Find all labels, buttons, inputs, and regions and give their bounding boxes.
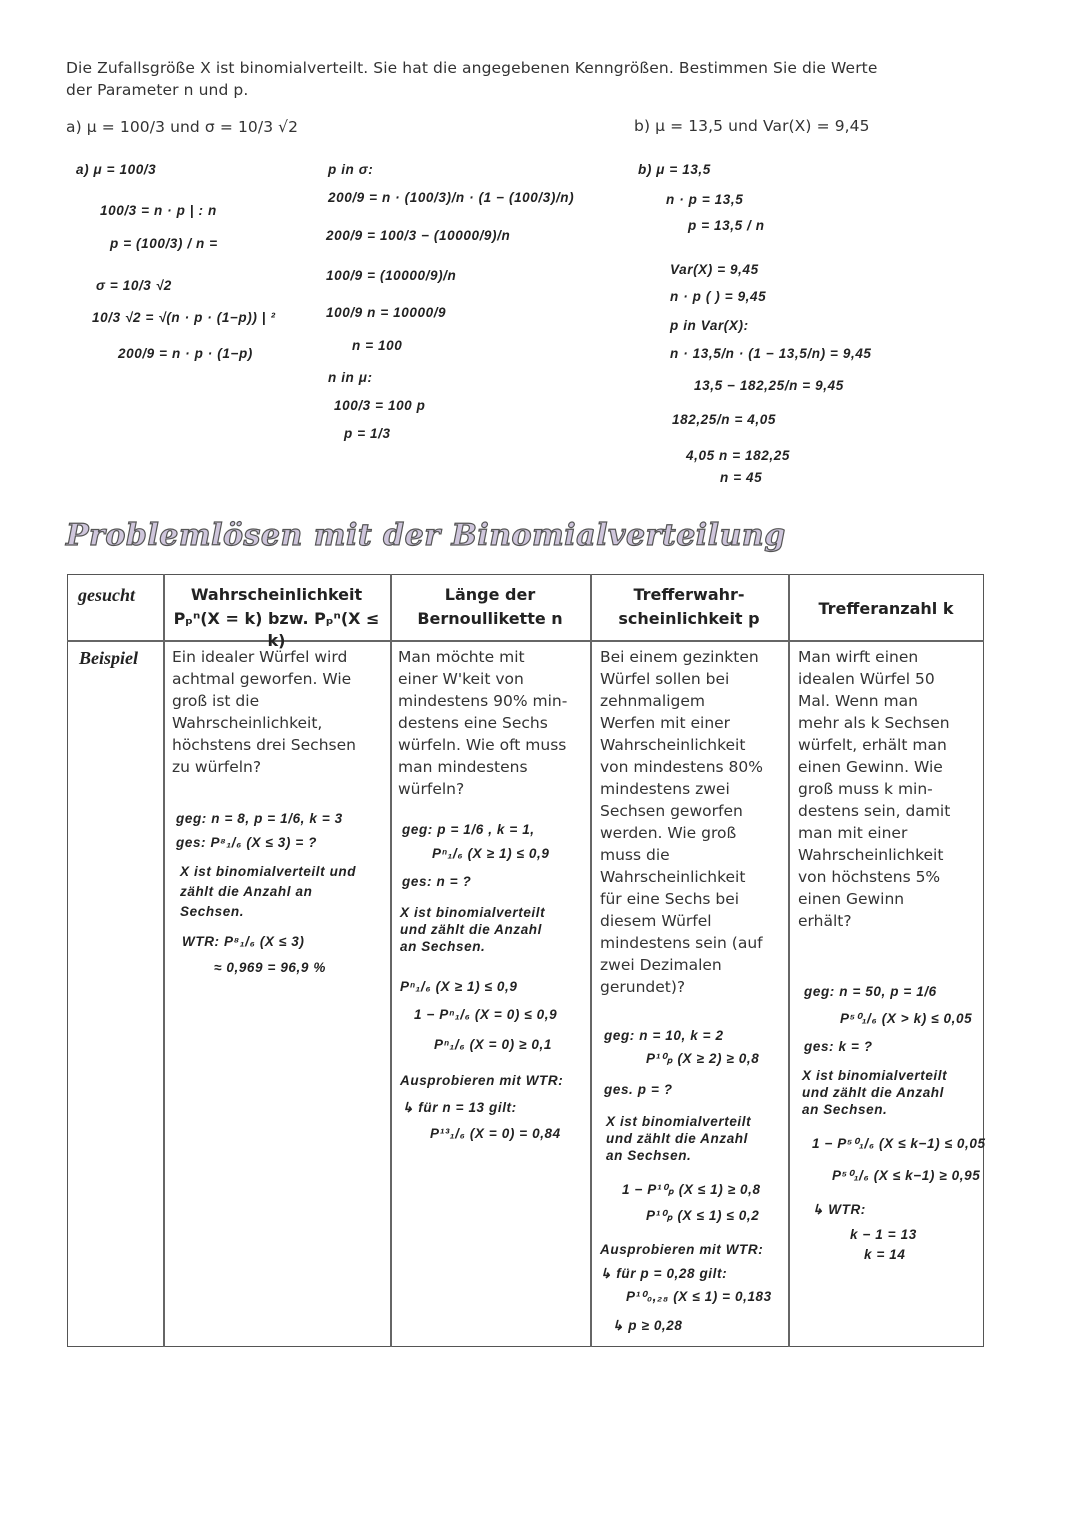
example-text: zehnmaligem: [600, 692, 706, 710]
solution-line: p = 13,5 / n: [688, 218, 765, 233]
example-text: mindestens 90% min-: [398, 692, 568, 710]
example-text: für eine Sechs bei: [600, 890, 740, 908]
example-text: groß muss k min-: [798, 780, 933, 798]
task-a: a) μ = 100/3 und σ = 10/3 √2: [66, 118, 299, 136]
example-text: würfeln. Wie oft muss: [398, 736, 567, 754]
example-text: destens eine Sechs: [398, 714, 548, 732]
solution-line: p in σ:: [328, 162, 374, 177]
worked-solution-line: 1 − P⁵⁰₁/₆ (X ≤ k−1) ≤ 0,05: [812, 1136, 986, 1151]
worked-solution-line: Ausprobieren mit WTR:: [400, 1073, 564, 1088]
example-text: mehr als k Sechsen: [798, 714, 950, 732]
worked-solution-line: ↳ WTR:: [812, 1202, 866, 1217]
example-text: man mit einer: [798, 824, 908, 842]
worked-solution-line: Pⁿ₁/₆ (X ≥ 1) ≤ 0,9: [432, 846, 550, 861]
worked-solution-line: 1 − Pⁿ₁/₆ (X = 0) ≤ 0,9: [414, 1007, 558, 1022]
worked-solution-line: an Sechsen.: [802, 1102, 888, 1117]
intro-text: der Parameter n und p.: [66, 81, 249, 99]
worked-solution-line: ges. p = ?: [604, 1082, 673, 1097]
worked-solution-line: geg: n = 10, k = 2: [604, 1028, 724, 1043]
example-text: muss die: [600, 846, 670, 864]
worked-solution-line: und zählt die Anzahl: [606, 1131, 748, 1146]
column-header: Trefferwahr-: [633, 585, 745, 604]
column-header: Pₚⁿ(X = k) bzw. Pₚⁿ(X ≤ k): [173, 609, 380, 650]
solution-line: 100/3 = n · p | : n: [100, 203, 217, 218]
example-text: erhält?: [798, 912, 852, 930]
example-text: Werfen mit einer: [600, 714, 731, 732]
worked-solution-line: geg: p = 1/6 , k = 1,: [402, 822, 535, 837]
example-text: mindestens sein (auf: [600, 934, 763, 952]
solution-line: n = 45: [720, 470, 763, 485]
method-table: [67, 574, 984, 1347]
column-divider: [788, 574, 790, 1347]
solution-line: p in Var(X):: [670, 318, 749, 333]
worked-solution-line: P¹⁰ₚ (X ≤ 1) ≤ 0,2: [646, 1208, 760, 1223]
column-header: Trefferanzahl k: [818, 599, 954, 618]
solution-line: 200/9 = 100/3 − (10000/9)/n: [326, 228, 511, 243]
worked-solution-line: P¹³₁/₆ (X = 0) = 0,84: [430, 1126, 561, 1141]
example-text: destens sein, damit: [798, 802, 951, 820]
worked-solution-line: ≈ 0,969 = 96,9 %: [214, 960, 326, 975]
example-text: Wahrscheinlichkeit: [600, 736, 746, 754]
worked-solution-line: an Sechsen.: [606, 1148, 692, 1163]
worked-solution-line: ges: k = ?: [804, 1039, 873, 1054]
example-text: zwei Dezimalen: [600, 956, 722, 974]
worked-solution-line: P¹⁰₀,₂₈ (X ≤ 1) = 0,183: [626, 1289, 772, 1304]
solution-line: 100/9 n = 10000/9: [326, 305, 447, 320]
worked-solution-line: P⁵⁰₁/₆ (X ≤ k−1) ≥ 0,95: [832, 1168, 981, 1183]
example-text: würfeln?: [398, 780, 465, 798]
worked-solution-line: Sechsen.: [180, 904, 245, 919]
solution-line: p = 1/3: [344, 426, 391, 441]
example-text: Ein idealer Würfel wird: [172, 648, 348, 666]
example-text: einen Gewinn: [798, 890, 905, 908]
worked-solution-line: ↳ p ≥ 0,28: [612, 1318, 683, 1333]
worked-solution-line: ↳ für n = 13 gilt:: [402, 1100, 517, 1115]
example-text: achtmal geworfen. Wie: [172, 670, 352, 688]
worked-solution-line: geg: n = 8, p = 1/6, k = 3: [176, 811, 343, 826]
worked-solution-line: ↳ für p = 0,28 gilt:: [600, 1266, 728, 1281]
worked-solution-line: Ausprobieren mit WTR:: [600, 1242, 764, 1257]
worked-solution-line: und zählt die Anzahl: [400, 922, 542, 937]
example-text: mindestens zwei: [600, 780, 730, 798]
solution-line: n · p = 13,5: [666, 192, 744, 207]
solution-line: n · p ( ) = 9,45: [670, 289, 767, 304]
example-text: würfelt, erhält man: [798, 736, 947, 754]
column-header: Wahrscheinlichkeit: [190, 585, 363, 604]
solution-line: b) μ = 13,5: [638, 162, 711, 177]
task-b: b) μ = 13,5 und Var(X) = 9,45: [634, 117, 870, 135]
solution-line: 182,25/n = 4,05: [672, 412, 776, 427]
example-text: Man möchte mit: [398, 648, 525, 666]
example-text: Wahrscheinlichkeit,: [172, 714, 323, 732]
solution-line: p = (100/3) / n =: [110, 236, 218, 251]
solution-line: 200/9 = n · (100/3)/n · (1 − (100/3)/n): [328, 190, 575, 205]
example-text: Wahrscheinlichkeit: [798, 846, 944, 864]
header-label-gesucht: gesucht: [78, 585, 136, 605]
solution-line: 10/3 √2 = √(n · p · (1−p)) | ²: [92, 310, 276, 325]
example-text: groß ist die: [172, 692, 260, 710]
example-text: Sechsen geworfen: [600, 802, 743, 820]
column-header: scheinlichkeit p: [618, 609, 760, 628]
example-text: einer W'keit von: [398, 670, 524, 688]
column-header: Bernoullikette n: [417, 609, 563, 628]
example-text: zu würfeln?: [172, 758, 262, 776]
solution-line: a) μ = 100/3: [76, 162, 157, 177]
solution-line: n in μ:: [328, 370, 373, 385]
example-text: man mindestens: [398, 758, 528, 776]
example-text: idealen Würfel 50: [798, 670, 935, 688]
example-text: Man wirft einen: [798, 648, 919, 666]
example-text: werden. Wie groß: [600, 824, 737, 842]
row-label-beispiel: Beispiel: [79, 648, 138, 668]
example-text: Würfel sollen bei: [600, 670, 730, 688]
solution-line: 100/9 = (10000/9)/n: [326, 268, 457, 283]
worked-solution-line: P¹⁰ₚ (X ≥ 2) ≥ 0,8: [646, 1051, 760, 1066]
example-text: Wahrscheinlichkeit: [600, 868, 746, 886]
column-divider: [590, 574, 592, 1347]
column-divider: [163, 574, 165, 1347]
worked-solution-line: Pⁿ₁/₆ (X ≥ 1) ≤ 0,9: [400, 979, 518, 994]
intro-text: Die Zufallsgröße X ist binomialverteilt. Sie hat die angegebenen Kenngrößen. Bestimmen Sie die Werte: [66, 59, 878, 77]
worked-solution-line: ges: n = ?: [402, 874, 472, 889]
example-text: Bei einem gezinkten: [600, 648, 759, 666]
solution-line: 100/3 = 100 p: [334, 398, 426, 413]
worked-solution-line: ges: P⁸₁/₆ (X ≤ 3) = ?: [176, 835, 317, 850]
solution-line: 4,05 n = 182,25: [686, 448, 790, 463]
worked-solution-line: k = 14: [864, 1247, 906, 1262]
example-text: einen Gewinn. Wie: [798, 758, 943, 776]
worked-solution-line: Pⁿ₁/₆ (X = 0) ≥ 0,1: [434, 1037, 552, 1052]
example-text: höchstens drei Sechsen: [172, 736, 356, 754]
section-heading: Problemlösen mit der Binomialverteilung: [66, 518, 786, 553]
worked-solution-line: und zählt die Anzahl: [802, 1085, 944, 1100]
solution-line: n · 13,5/n · (1 − 13,5/n) = 9,45: [670, 346, 872, 361]
worked-solution-line: an Sechsen.: [400, 939, 486, 954]
solution-line: 13,5 − 182,25/n = 9,45: [694, 378, 844, 393]
worked-solution-line: X ist binomialverteilt und: [180, 864, 357, 879]
worked-solution-line: X ist binomialverteilt: [400, 905, 546, 920]
worked-solution-line: X ist binomialverteilt: [606, 1114, 752, 1129]
solution-line: n = 100: [352, 338, 403, 353]
worked-solution-line: 1 − P¹⁰ₚ (X ≤ 1) ≥ 0,8: [622, 1182, 761, 1197]
example-text: gerundet)?: [600, 978, 686, 996]
worked-solution-line: P⁵⁰₁/₆ (X > k) ≤ 0,05: [840, 1011, 973, 1026]
solution-line: σ = 10/3 √2: [96, 278, 172, 293]
column-header: Länge der: [444, 585, 536, 604]
example-text: Mal. Wenn man: [798, 692, 918, 710]
solution-line: 200/9 = n · p · (1−p): [118, 346, 253, 361]
example-text: diesem Würfel: [600, 912, 712, 930]
worked-solution-line: geg: n = 50, p = 1/6: [804, 984, 937, 999]
column-divider: [390, 574, 392, 1347]
worked-solution-line: WTR: P⁸₁/₆ (X ≤ 3): [182, 934, 305, 949]
worked-solution-line: k − 1 = 13: [850, 1227, 917, 1242]
solution-line: Var(X) = 9,45: [670, 262, 759, 277]
worked-solution-line: X ist binomialverteilt: [802, 1068, 948, 1083]
example-text: von höchstens 5%: [798, 868, 941, 886]
example-text: von mindestens 80%: [600, 758, 763, 776]
worked-solution-line: zählt die Anzahl an: [180, 884, 313, 899]
